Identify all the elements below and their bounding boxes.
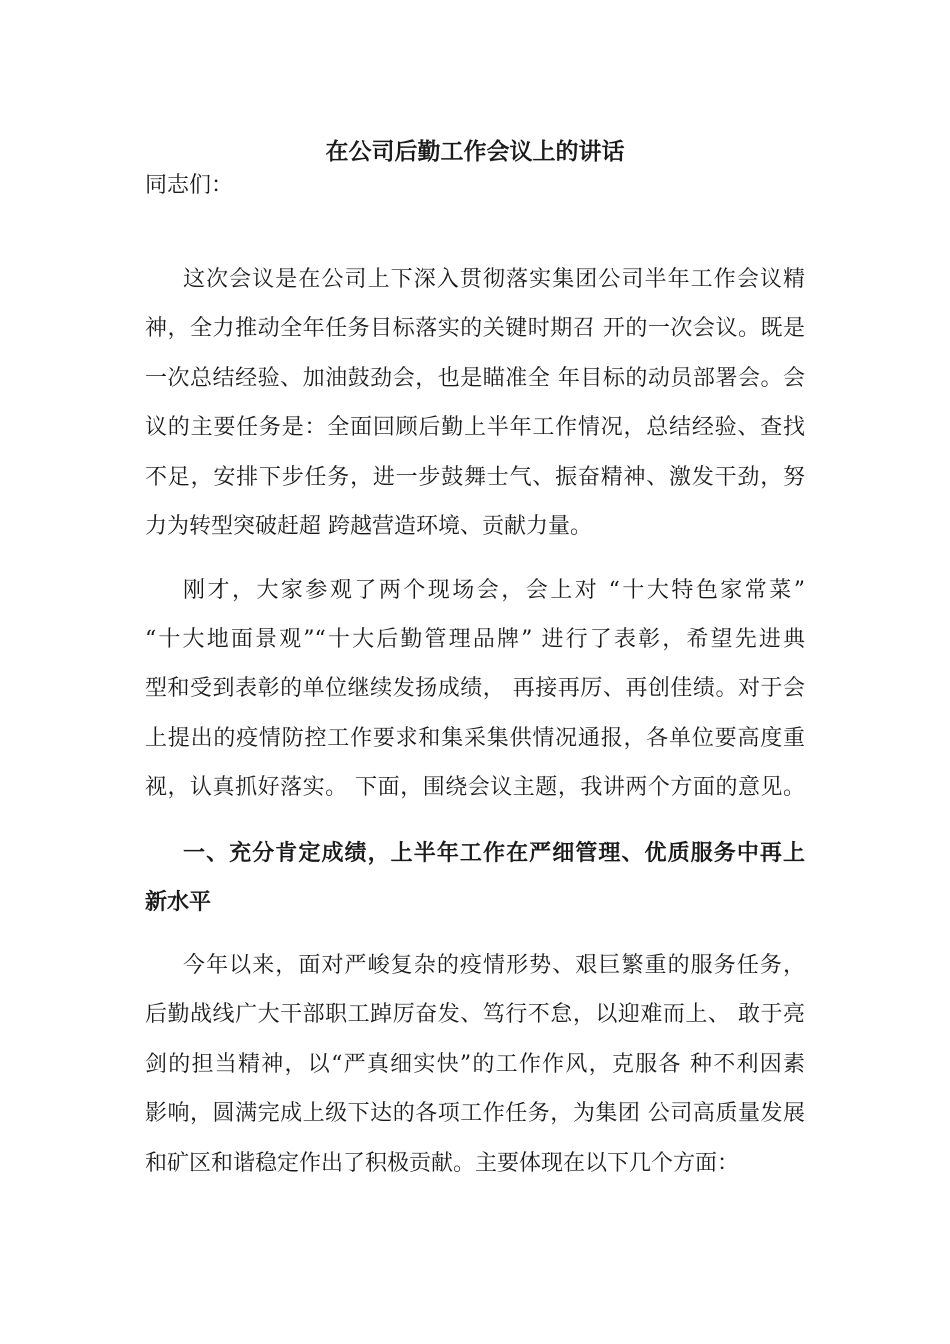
paragraph-line: “十大地面景观”“十大后勤管理品牌” 进行了表彰，希望先进典 (145, 627, 805, 652)
heading-line: 一、充分肯定成绩，上半年工作在严细管理、优质服务中再上 (183, 840, 805, 866)
document-title: 在公司后勤工作会议上的讲话 (325, 138, 625, 165)
heading-line: 新水平 (145, 889, 212, 915)
paragraph-line: 刚才，大家参观了两个现场会，会上对 “十大特色家常菜” (183, 578, 805, 603)
paragraph-line: 议的主要任务是：全面回顾后勤上半年工作情况，总结经验、查找 (145, 415, 805, 440)
paragraph-line: 影响，圆满完成上级下达的各项工作任务，为集团 公司高质量发展 (145, 1101, 805, 1126)
paragraph-line: 和矿区和谐稳定作出了积极贡献。主要体现在以下几个方面： (145, 1151, 740, 1176)
paragraph-line: 剑的担当精神，以“严真细实快”的工作作风，克服各 种不利因素 (145, 1052, 805, 1077)
paragraph-line: 型和受到表彰的单位继续发扬成绩， 再接再厉、再创佳绩。对于会 (145, 676, 805, 701)
paragraph-line: 一次总结经验、加油鼓劲会，也是瞄准全 年目标的动员部署会。会 (145, 366, 805, 391)
paragraph-line: 力为转型突破赶超 跨越营造环境、贡献力量。 (145, 514, 592, 539)
paragraph-line: 今年以来，面对严峻复杂的疫情形势、艰巨繁重的服务任务， (183, 953, 805, 978)
paragraph-line: 不足，安排下步任务，进一步鼓舞士气、振奋精神、激发干劲，努 (145, 465, 805, 490)
paragraph-line: 视，认真抓好落实。 下面，围绕会议主题，我讲两个方面的意见。 (145, 775, 805, 800)
paragraph-line: 神，全力推动全年任务目标落实的关键时期召 开的一次会议。既是 (145, 316, 805, 341)
paragraph-line: 这次会议是在公司上下深入贯彻落实集团公司半年工作会议精 (183, 267, 805, 292)
paragraph-line: 上提出的疫情防控工作要求和集采集供情况通报，各单位要高度重 (145, 726, 805, 751)
paragraph-line: 后勤战线广大干部职工踔厉奋发、笃行不怠，以迎难而上、 敢于亮 (145, 1002, 805, 1027)
salutation: 同志们： (145, 173, 234, 198)
